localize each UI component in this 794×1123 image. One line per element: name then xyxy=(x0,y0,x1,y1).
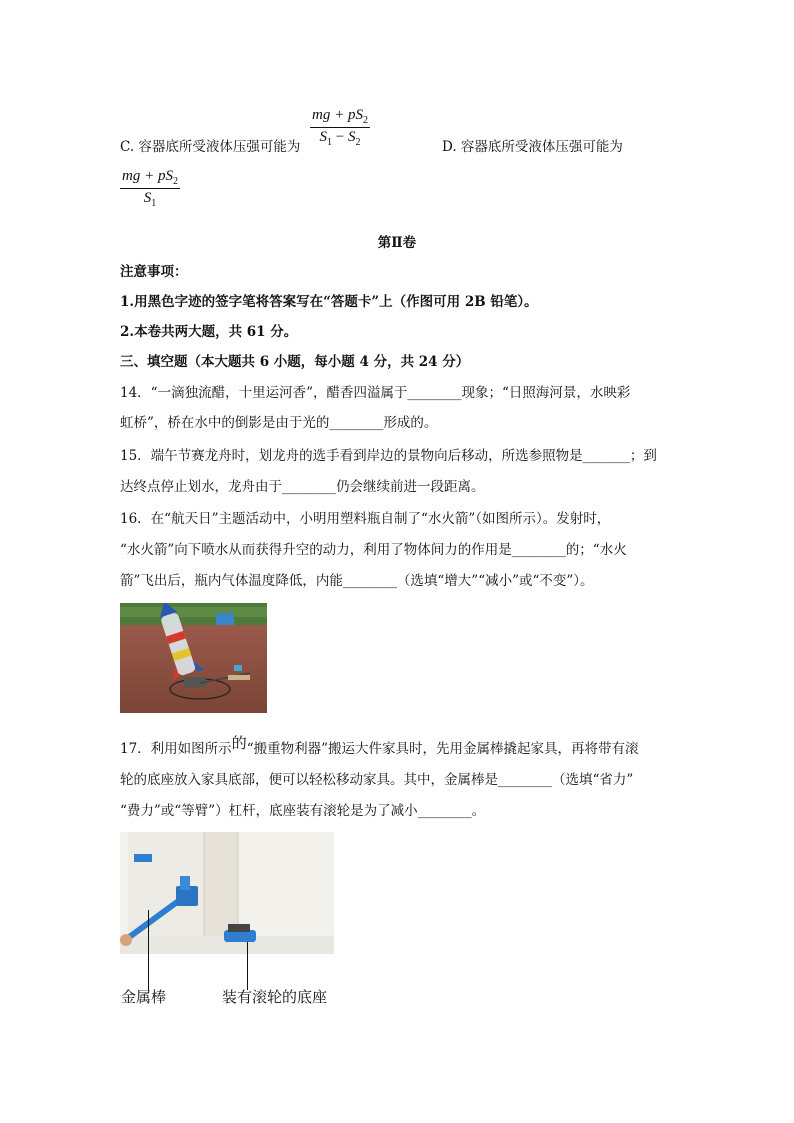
q16-line-3: 箭”飞出后，瓶内气体温度降低，内能________（选填“增大”“减小”或“不变”）。 xyxy=(120,573,594,589)
section-title: 第Ⅱ卷 xyxy=(377,235,417,251)
q14-line-1: 14．“一滴独流醋，十里运河香”，醋香四溢属于________现象；“日照海河景，水映彩 xyxy=(120,385,631,401)
q15-line-1: 15．端午节赛龙舟时，划龙舟的选手看到岸边的景物向后移动，所选参照物是_______；到 xyxy=(120,448,657,464)
q16-line-2: “水火箭”向下喷水从而获得升空的动力，利用了物体间力的作用是________的；“水火 xyxy=(120,542,627,558)
water-rocket-photo xyxy=(120,603,267,713)
notice-item-2: 2.本卷共两大题，共 61 分。 xyxy=(120,324,298,340)
option-c-label: C. 容器底所受液体压强可能为 xyxy=(120,139,301,155)
q17-line-2: 轮的底座放入家具底部，便可以轻松移动家具。其中，金属棒是________（选填“省力” xyxy=(120,772,634,788)
furniture-mover-photo xyxy=(120,832,334,954)
q16-line-1: 16．在“航天日”主题活动中，小明用塑料瓶自制了“水火箭”（如图所示）。发射时， xyxy=(120,511,611,527)
figure-label-wheeled-base: 装有滚轮的底座 xyxy=(222,988,328,1006)
q15-line-2: 达终点停止划水，龙舟由于________仍会继续前进一段距离。 xyxy=(120,479,485,495)
notice-item-1: 1.用黑色字迹的签字笔将答案写在“答题卡”上（作图可用 2B 铅笔）。 xyxy=(120,294,538,310)
q14-line-2: 虹桥”，桥在水中的倒影是由于光的________形成的。 xyxy=(120,415,438,431)
part-3-heading: 三、填空题（本大题共 6 小题，每小题 4 分，共 24 分） xyxy=(120,354,470,370)
q17-line-3: “费力”或“等臂”）杠杆，底座装有滚轮是为了减小________。 xyxy=(120,803,486,819)
pointer-line-left xyxy=(148,910,149,990)
q17-line-1: 17．利用如图所示的“搬重物利器”搬运大件家具时，先用金属棒撬起家具，再将带有滚 xyxy=(120,734,639,757)
formula-d: $\frac{mg + pS_2}{S_1}$ xyxy=(122,168,178,209)
option-d-label: D. 容器底所受液体压强可能为 xyxy=(442,139,623,155)
pointer-line-right xyxy=(247,942,248,990)
figure-label-metal-rod: 金属棒 xyxy=(121,988,167,1006)
formula-c: $\frac{mg + pS_2}{S_1 - S_2}$ xyxy=(312,107,368,148)
notice-heading: 注意事项： xyxy=(120,264,188,280)
